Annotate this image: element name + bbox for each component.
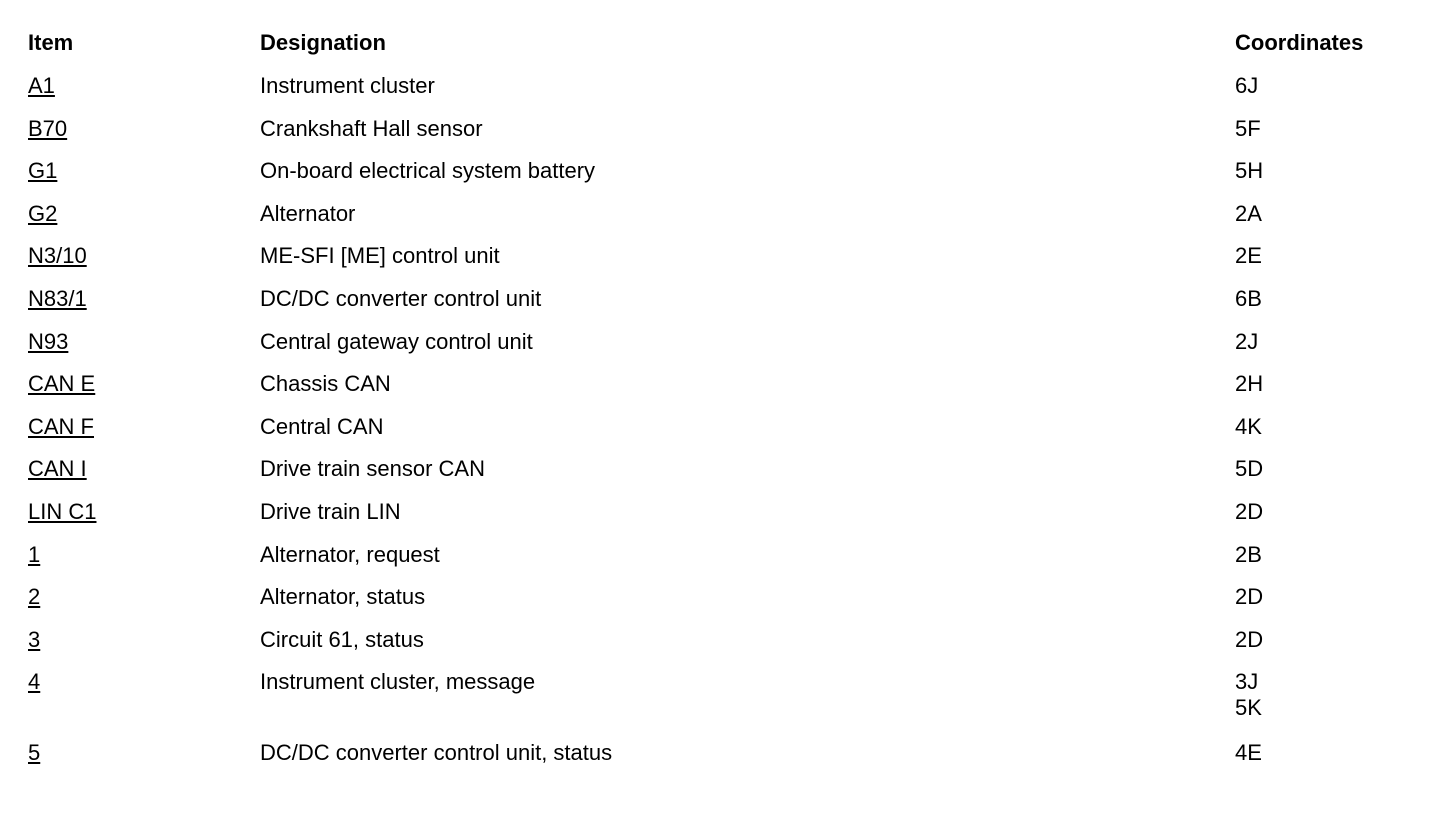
table-row: [28, 114, 1428, 157]
coordinate-value: 4K: [1235, 413, 1262, 439]
coordinate-value: 5K: [1235, 695, 1262, 721]
table-row: [28, 454, 1428, 497]
table-row: [28, 625, 1428, 668]
item-link[interactable]: CAN F: [28, 413, 94, 439]
coordinate-value: 2H: [1235, 371, 1264, 397]
item-cell: [28, 243, 260, 269]
designation-cell: Drive train LIN: [260, 498, 401, 524]
item-link[interactable]: B70: [28, 115, 68, 141]
coordinate-value: 2D: [1235, 626, 1264, 652]
coordinate-value: 3J: [1235, 669, 1259, 695]
table-row: [28, 667, 1428, 738]
table-row: [28, 199, 1428, 242]
coordinate-value: 2E: [1235, 243, 1262, 269]
designation-cell: Drive train sensor CAN: [260, 456, 485, 482]
coordinate-value: 2B: [1235, 541, 1262, 567]
item-link[interactable]: N83/1: [28, 285, 87, 311]
table-row: [28, 71, 1428, 114]
coordinate-value: 6B: [1235, 285, 1262, 311]
item-cell: [28, 371, 260, 397]
designation-cell: Circuit 61, status: [260, 626, 424, 652]
coordinate-value: 2D: [1235, 498, 1264, 524]
coordinates-cell: [1235, 329, 1428, 355]
designation-cell: On-board electrical system battery: [260, 158, 596, 184]
coordinates-cell: [1235, 456, 1428, 482]
item-cell: [28, 627, 260, 653]
legend-table: [28, 28, 1428, 781]
coordinates-cell: [1235, 201, 1428, 227]
table-body: [28, 71, 1428, 781]
item-link[interactable]: CAN E: [28, 371, 96, 397]
designation-cell: Alternator, status: [260, 584, 426, 610]
item-link[interactable]: 3: [28, 626, 41, 652]
item-link[interactable]: 4: [28, 669, 41, 695]
item-link[interactable]: N3/10: [28, 243, 87, 269]
table-header-row: [28, 28, 1428, 71]
item-cell: [28, 158, 260, 184]
designation-cell: Crankshaft Hall sensor: [260, 115, 483, 141]
item-cell: [28, 73, 260, 99]
table-row: [28, 582, 1428, 625]
designation-cell: Alternator: [260, 200, 356, 226]
item-cell: [28, 456, 260, 482]
coordinate-value: 5D: [1235, 456, 1264, 482]
coordinates-cell: [1235, 499, 1428, 525]
item-cell: [28, 669, 260, 695]
coordinates-cell: [1235, 243, 1428, 269]
coordinates-cell: [1235, 542, 1428, 568]
coordinates-cell: [1235, 584, 1428, 610]
item-link[interactable]: 5: [28, 740, 41, 766]
table-row: [28, 284, 1428, 327]
table-row: [28, 738, 1428, 781]
coordinates-cell: [1235, 158, 1428, 184]
coordinates-cell: [1235, 627, 1428, 653]
coordinates-cell: [1235, 414, 1428, 440]
designation-cell: Central gateway control unit: [260, 328, 533, 354]
item-link[interactable]: A1: [28, 73, 55, 98]
header-coordinates: Coordinates: [1235, 30, 1364, 55]
item-cell: [28, 201, 260, 227]
item-cell: [28, 329, 260, 355]
item-link[interactable]: 2: [28, 584, 41, 610]
item-cell: [28, 499, 260, 525]
item-cell: [28, 542, 260, 568]
coordinates-cell: [1235, 286, 1428, 312]
table-row: [28, 540, 1428, 583]
coordinates-cell: [1235, 669, 1428, 721]
designation-cell: Instrument cluster, message: [260, 669, 536, 695]
designation-cell: Central CAN: [260, 413, 384, 439]
item-link[interactable]: 1: [28, 541, 41, 567]
coordinates-cell: [1235, 73, 1428, 99]
item-link[interactable]: LIN C1: [28, 498, 97, 524]
designation-cell: DC/DC converter control unit: [260, 285, 542, 311]
item-cell: [28, 584, 260, 610]
coordinate-value: 2D: [1235, 584, 1264, 610]
table-row: [28, 156, 1428, 199]
coordinates-cell: [1235, 116, 1428, 142]
designation-cell: ME-SFI [ME] control unit: [260, 243, 500, 269]
table-row: [28, 497, 1428, 540]
coordinate-value: 5F: [1235, 115, 1261, 141]
coordinate-value: 5H: [1235, 158, 1264, 184]
item-link[interactable]: N93: [28, 328, 69, 354]
item-link[interactable]: CAN I: [28, 456, 87, 482]
item-link[interactable]: G1: [28, 158, 58, 184]
coordinate-value: 2J: [1235, 328, 1259, 354]
designation-cell: Chassis CAN: [260, 371, 391, 397]
coordinate-value: 6J: [1235, 73, 1259, 98]
item-cell: [28, 116, 260, 142]
item-cell: [28, 414, 260, 440]
designation-cell: DC/DC converter control unit, status: [260, 740, 613, 766]
header-item: Item: [28, 30, 74, 55]
coordinate-value: 4E: [1235, 740, 1262, 766]
table-row: [28, 327, 1428, 370]
coordinates-cell: [1235, 371, 1428, 397]
table-row: [28, 369, 1428, 412]
header-designation: Designation: [260, 30, 386, 55]
table-row: [28, 241, 1428, 284]
designation-cell: Alternator, request: [260, 541, 440, 567]
item-cell: [28, 286, 260, 312]
table-row: [28, 412, 1428, 455]
coordinate-value: 2A: [1235, 200, 1262, 226]
designation-cell: Instrument cluster: [260, 73, 435, 98]
item-cell: [28, 740, 260, 766]
coordinates-cell: [1235, 740, 1428, 766]
item-link[interactable]: G2: [28, 200, 58, 226]
